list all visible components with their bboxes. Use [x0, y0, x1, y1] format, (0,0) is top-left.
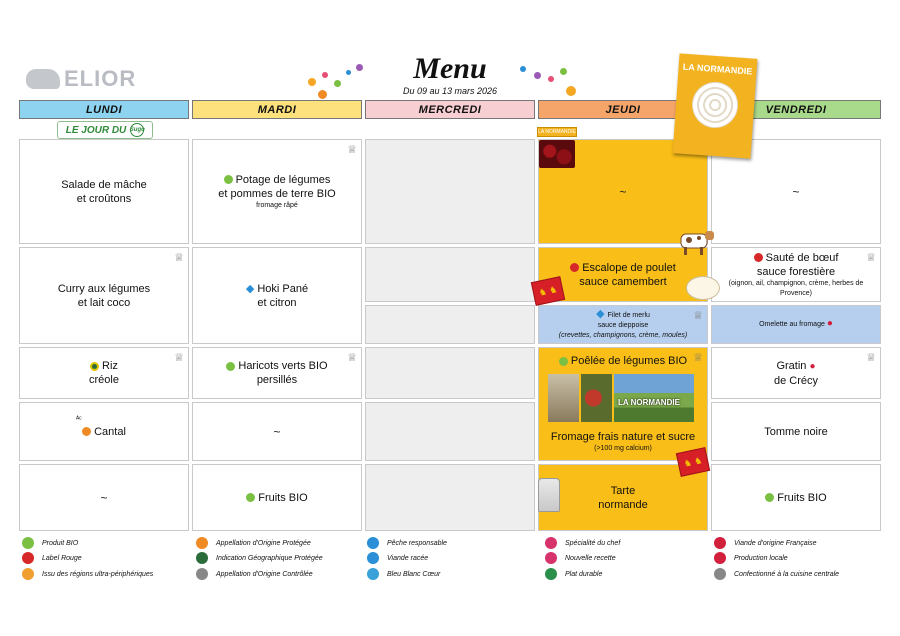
- legend-icon: [714, 537, 726, 549]
- legend-icon: [196, 537, 208, 549]
- legend-icon: [545, 568, 557, 580]
- legend-label: Label Rouge: [42, 554, 82, 562]
- legend-icon: [196, 552, 208, 564]
- jour-du-label: LE JOUR DU: [65, 124, 127, 136]
- legend-item: [22, 552, 82, 564]
- vendredi-accomp: ♕ Gratin ● de Crécy: [711, 347, 881, 399]
- confetti-dot-icon: [308, 78, 316, 86]
- mardi-plat: ◆ Hoki Pané et citron: [192, 247, 362, 344]
- legend-label: Spécialité du chef: [565, 539, 621, 547]
- fish-icon: ◆: [596, 307, 605, 320]
- lundi-fromage: ᴬᶜ Cantal: [19, 402, 189, 461]
- jeudi-accomp-fromage: ♕ Poêlée de légumes BIO Fromage frais nature et sucre (>100 mg calcium): [538, 347, 708, 461]
- milk-bowl-image: [548, 374, 579, 422]
- location-pin-icon: ●: [826, 318, 833, 329]
- legend-label: Appellation d'Origine Contrôlée: [216, 570, 313, 578]
- mercredi-accomp: [365, 347, 535, 399]
- legend-item: [196, 568, 313, 580]
- legend-item: [714, 552, 788, 564]
- cheese-icon: [691, 80, 740, 129]
- legend-label: Viande racée: [387, 554, 429, 562]
- mardi-dessert: Fruits BIO: [192, 464, 362, 531]
- legend-item: [367, 537, 447, 549]
- legend-item: [545, 568, 602, 580]
- elior-logo: [26, 66, 136, 92]
- igp-icon: [90, 362, 99, 371]
- confetti-dot-icon: [566, 86, 576, 96]
- legend-label: Appellation d'Origine Protégée: [216, 539, 311, 547]
- legend-icon: [545, 537, 557, 549]
- bio-icon: [226, 362, 235, 371]
- legend-label: Bleu Blanc Cœur: [387, 570, 441, 578]
- legend-item: [714, 568, 839, 580]
- legend-label: Viande d'origine Française: [734, 539, 817, 547]
- legend-icon: [545, 552, 557, 564]
- bio-icon: [765, 493, 774, 502]
- legend-icon: [196, 568, 208, 580]
- legend-icon: [367, 552, 379, 564]
- jeudi-entree: ~: [538, 139, 708, 244]
- legend-label: Pêche responsable: [387, 539, 447, 547]
- mercredi-entree: [365, 139, 535, 244]
- location-pin-icon: ●: [809, 360, 816, 372]
- confetti-dot-icon: [534, 72, 541, 79]
- chef-hat-icon: ♕: [174, 252, 184, 264]
- legend-item: [22, 537, 78, 549]
- apples-image: [581, 374, 612, 422]
- legend-item: [714, 537, 817, 549]
- lundi-dessert: ~: [19, 464, 189, 531]
- mardi-accomp: ♕ Haricots verts BIO persillés: [192, 347, 362, 399]
- confetti-dot-icon: [548, 76, 554, 82]
- legend-icon: [367, 537, 379, 549]
- mercredi-plat: [365, 247, 535, 302]
- label-rouge-icon: [570, 263, 579, 272]
- chef-hat-icon: ♕: [693, 310, 703, 322]
- cherries-image: [539, 140, 575, 168]
- legend-label: Nouvelle recette: [565, 554, 616, 562]
- confetti-dot-icon: [318, 90, 327, 99]
- legend-item: [367, 552, 428, 564]
- confetti-dot-icon: [520, 66, 526, 72]
- legend-icon: [714, 552, 726, 564]
- jour-du-badge: Sugo: [130, 123, 144, 137]
- bio-icon: [224, 175, 233, 184]
- photo-label: LA NORMANDIE: [618, 398, 680, 407]
- chef-hat-icon: ♕: [866, 352, 876, 364]
- header-lundi: LUNDI: [19, 100, 189, 119]
- legend-label: Issu des régions ultra-périphériques: [42, 570, 154, 578]
- chef-hat-icon: ♕: [174, 352, 184, 364]
- book-title: LA NORMANDIE: [682, 61, 753, 77]
- legend-icon: [22, 568, 34, 580]
- legend-icon: [367, 568, 379, 580]
- jour-du-banner: [57, 121, 153, 139]
- legend-item: [196, 552, 323, 564]
- date-range: Du 09 au 13 mars 2026: [402, 86, 498, 96]
- fish-icon: ◆: [245, 282, 255, 295]
- legend-icon: [22, 537, 34, 549]
- mercredi-plat2: [365, 305, 535, 344]
- confetti-dot-icon: [334, 80, 341, 87]
- legend-item: [545, 537, 620, 549]
- brand-name: ELIOR: [64, 66, 137, 91]
- page-title: Menu: [413, 52, 487, 85]
- jeudi-dessert: Tarte normande: [538, 464, 708, 531]
- vendredi-plat: ♕ Sauté de bœuf sauce forestière (oignon, ail, champignon, crème, herbes de Provence): [711, 247, 881, 302]
- mercredi-fromage: [365, 402, 535, 461]
- milk-jug-icon: [538, 478, 560, 512]
- confetti-dot-icon: [560, 68, 567, 75]
- legend-icon: [714, 568, 726, 580]
- legend-label: Indication Géographique Protégée: [216, 554, 323, 562]
- legend-label: Plat durable: [565, 570, 603, 578]
- lundi-accomp: ♕ Riz créole: [19, 347, 189, 399]
- label-rouge-icon: [754, 253, 763, 262]
- header-mardi: MARDI: [192, 100, 362, 119]
- vendredi-entree: ~: [711, 139, 881, 244]
- vendredi-fromage: Tomme noire: [711, 402, 881, 461]
- legend-label: Produit BIO: [42, 539, 79, 547]
- aoc-icon: ᴬᶜ: [76, 416, 82, 423]
- legend-item: [545, 552, 616, 564]
- chef-hat-icon: ♕: [866, 252, 876, 264]
- normandie-tag: LA NORMANDIE: [538, 129, 576, 135]
- chef-hat-icon: ♕: [347, 352, 357, 364]
- normandy-flag-icon: ♞ ♞: [676, 447, 710, 477]
- mardi-entree: ♕ Potage de légumes et pommes de terre BIO fromage râpé: [192, 139, 362, 244]
- vendredi-dessert: Fruits BIO: [711, 464, 881, 531]
- legend-item: [22, 568, 153, 580]
- header-jeudi: JEUDI: [538, 100, 708, 119]
- lundi-entree: Salade de mâche et croûtons: [19, 139, 189, 244]
- logo-mark-icon: [26, 69, 60, 89]
- jeudi-plat: Escalope de poulet sauce camembert: [538, 247, 708, 302]
- cow-icon: [675, 226, 715, 256]
- camembert-icon: [686, 276, 720, 300]
- legend-label: Confectionné à la cuisine centrale: [734, 570, 840, 578]
- chef-hat-icon: ♕: [347, 144, 357, 156]
- mardi-fromage: ~: [192, 402, 362, 461]
- header-vendredi: VENDREDI: [711, 100, 881, 119]
- aop-icon: [82, 427, 91, 436]
- legend-label: Production locale: [734, 554, 788, 562]
- legend-icon: [22, 552, 34, 564]
- vendredi-plat2: Omelette au fromage ●: [711, 305, 881, 344]
- confetti-dot-icon: [322, 72, 328, 78]
- chef-hat-icon: ♕: [693, 352, 703, 364]
- bio-icon: [246, 493, 255, 502]
- normandy-flag-icon: ♞ ♞: [531, 276, 565, 306]
- normandie-book-image: [673, 53, 758, 158]
- bio-icon: [559, 357, 568, 366]
- jeudi-plat2: ♕ ◆ Filet de merlu sauce dieppoise (crevettes, champignons, crème, moules): [538, 305, 708, 344]
- lundi-plat: ♕ Curry aux légumes et lait coco: [19, 247, 189, 344]
- confetti-dot-icon: [346, 70, 351, 75]
- legend-item: [367, 568, 440, 580]
- legend-item: [196, 537, 311, 549]
- confetti-dot-icon: [356, 64, 363, 71]
- mercredi-dessert: [365, 464, 535, 531]
- header-mercredi: MERCREDI: [365, 100, 535, 119]
